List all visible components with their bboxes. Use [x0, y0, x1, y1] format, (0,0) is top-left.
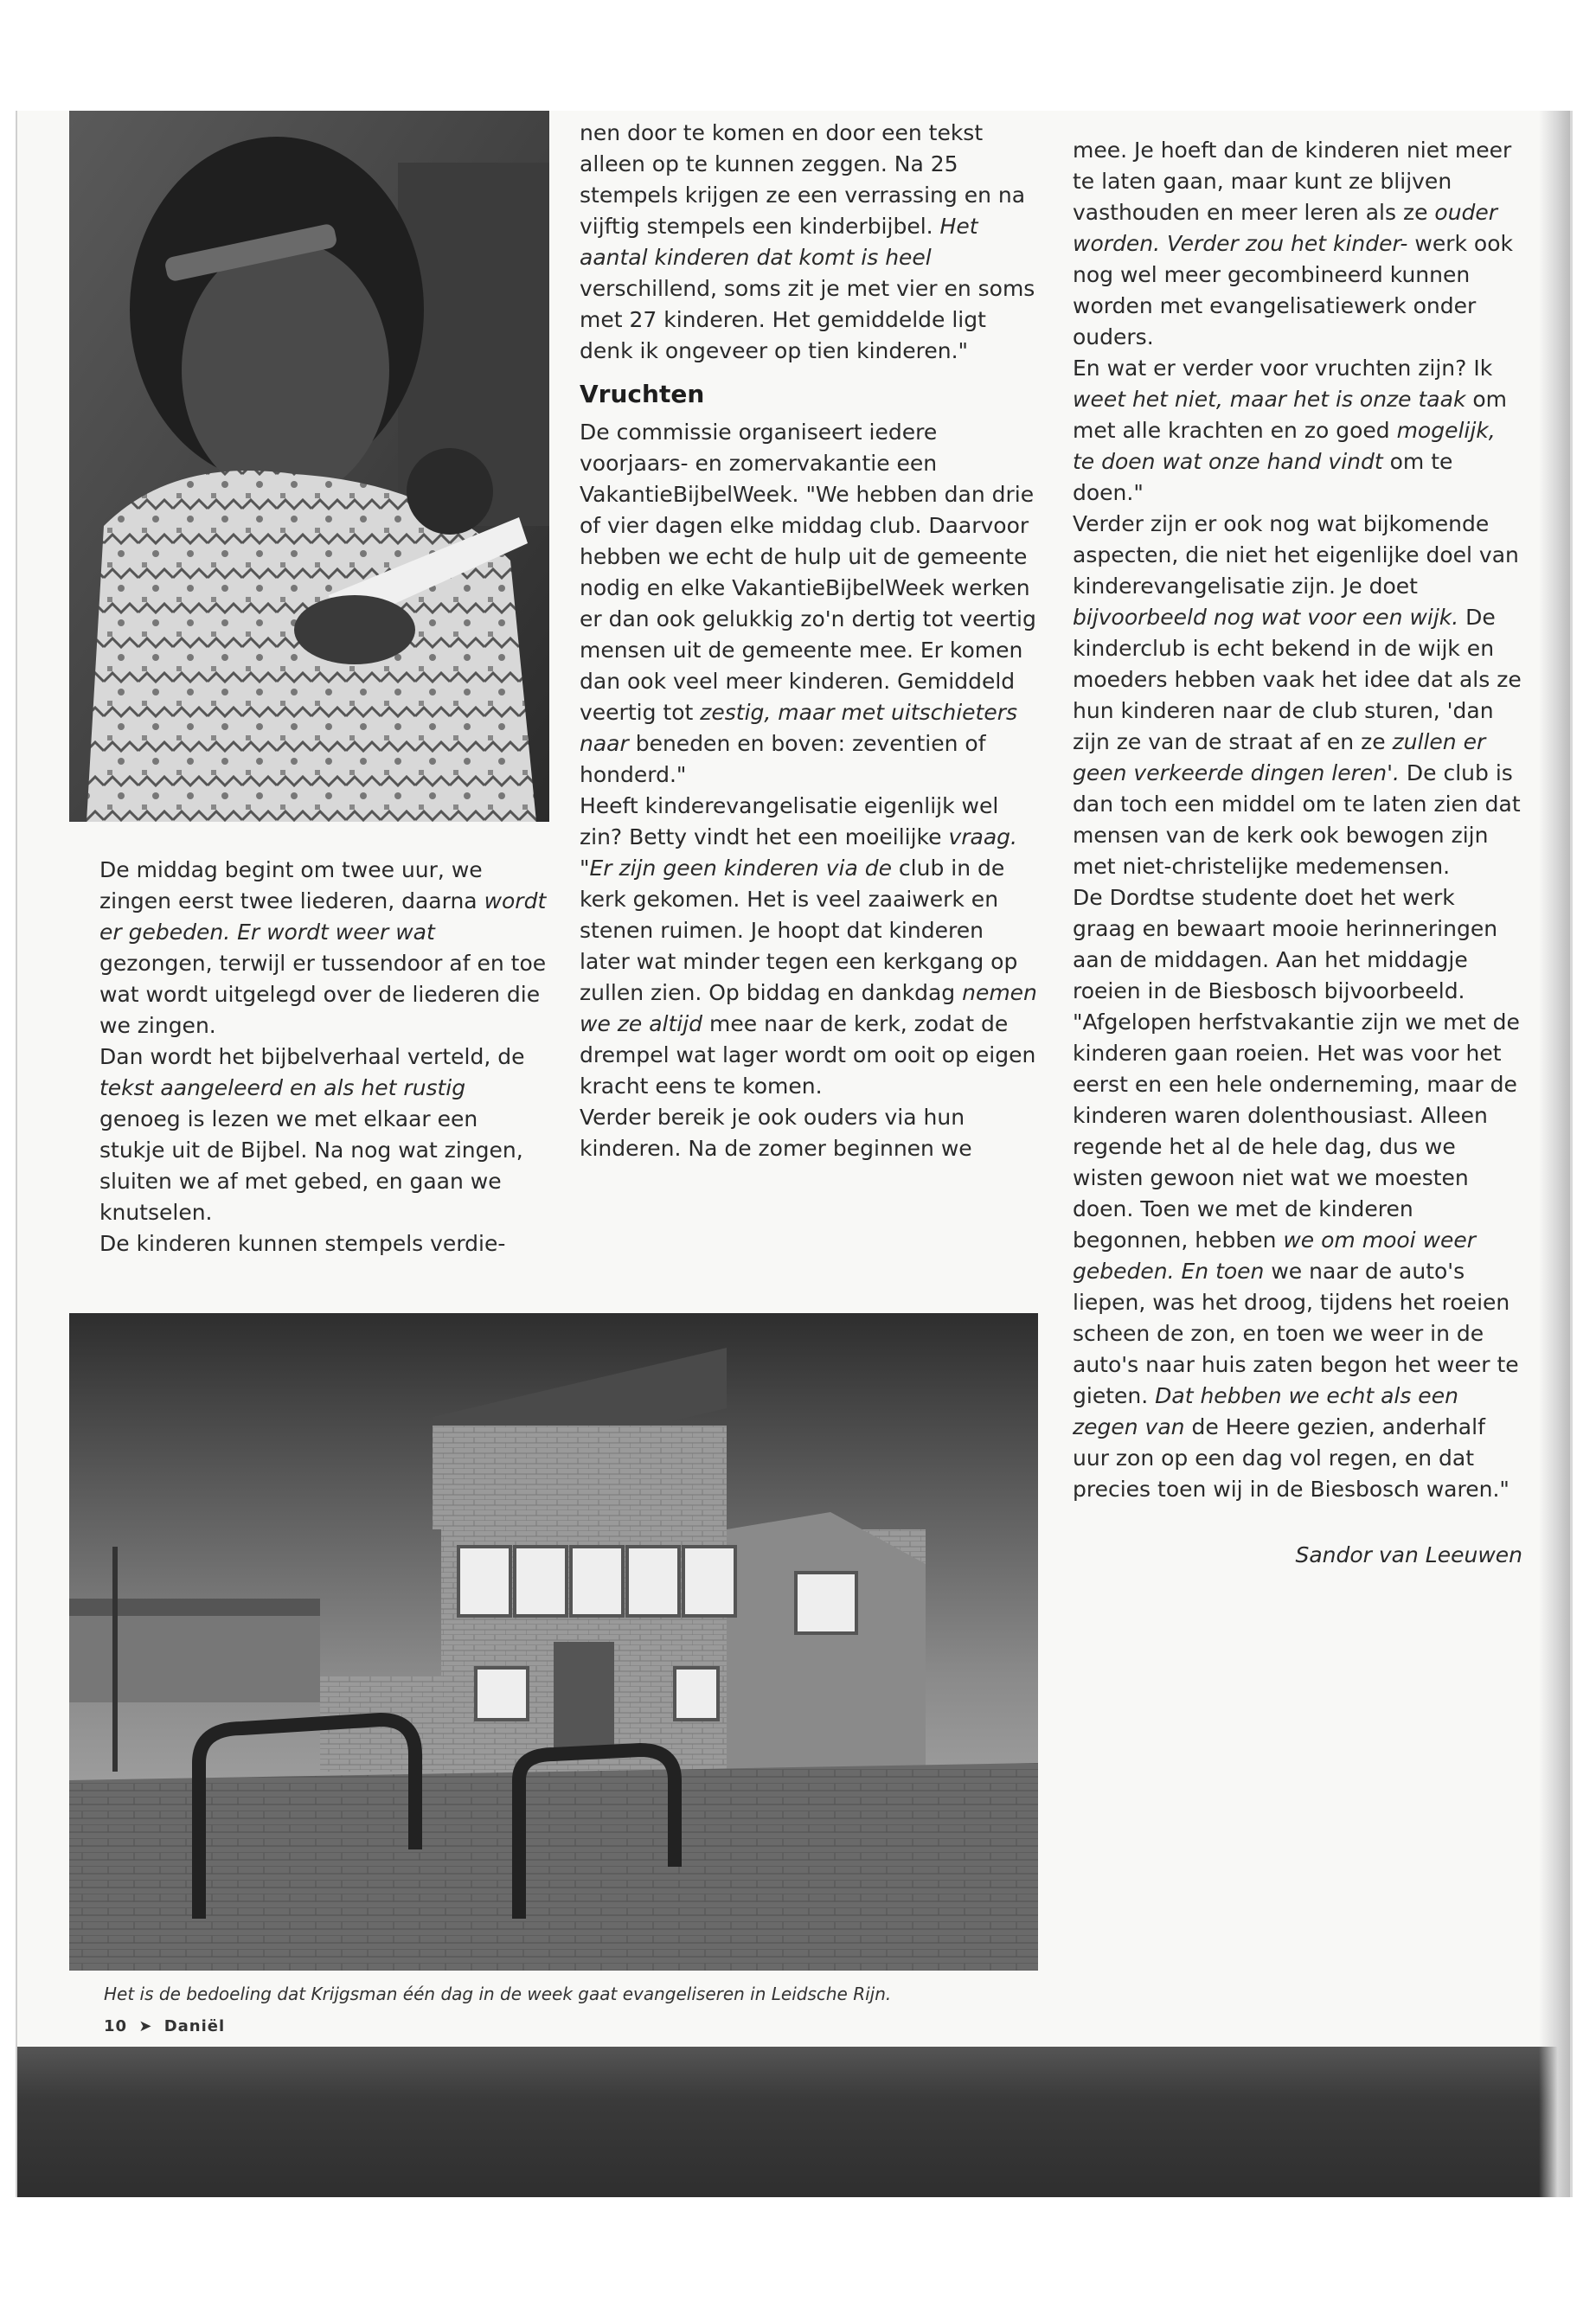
col3-paragraph-4	[1073, 882, 1522, 1505]
col2-p2-text-a: De commissie organiseert iedere voorjaars- en zomervakantie een VakantieBijbelWeek. "We hebben dan drie of vier dagen elke middag club. Daarvoor hebben we echt de hulp uit de gemeente nodig en elke VakantieBijbelWeek werken er dan ook gelukkig zo'n dertig tot veertig mensen uit de gemeente mee. Er komen dan ook veel meer kinderen. Gemiddeld veertig tot	[580, 420, 1036, 725]
col3-p2-emphasis: weet het niet, maar het is onze taak	[1073, 387, 1466, 412]
col2-p3-emphasis: vraag. "Er zijn geen kinderen via de	[580, 824, 1017, 881]
col3-p4-text-b: we naar de auto's liepen, was het droog, tijdens het roeien scheen de zon, en toen we weer in de auto's naar huis zaten begon het weer te gieten.	[1073, 1259, 1519, 1408]
photo-girl-image	[69, 111, 549, 822]
photo-building	[69, 1313, 1038, 1971]
col2-p3-text-b: club in de kerk gekomen. Het is veel zaaiwerk en stenen ruimen. Je hoopt dat kinderen later wat minder tegen een kerkgang op zullen zien. Op biddag en dankdag	[580, 856, 1018, 1005]
col3-p1-text-a: mee. Je hoeft dan de kinderen niet meer te laten gaan, maar kunt ze blijven vasthouden en meer leren als ze	[1073, 138, 1512, 225]
scan-dark-band	[17, 2047, 1570, 2197]
photo-girl-crafting	[69, 111, 549, 822]
page-number: 10	[104, 2017, 128, 2035]
col2-p3-emphasis-2: nemen we ze altijd	[580, 980, 1037, 1036]
column-2	[580, 118, 1038, 1164]
col3-p1-emphasis: ouder worden. Verder zou het kinder-	[1073, 200, 1498, 256]
col3-p3-emphasis: bijvoorbeeld nog wat voor een wijk.	[1073, 605, 1459, 630]
author-byline: Sandor van Leeuwen	[1295, 1542, 1522, 1567]
col3-p4-text-a: De Dordtse studente doet het werk graag en bewaart mooie herinneringen aan de middagen. Aan het middagje roeien in de Biesbosch bijvoorbeeld. "Afgelopen herfstvakantie zijn we met de kinderen gaan roeien. Het was voor het eerst en een hele onderneming, maar de kinderen waren dolenthousiast. Alleen regende het al de hele dag, dus we wisten gewoon niet wat we moesten doen. Toen we met de kinderen begonnen, hebben	[1073, 885, 1520, 1253]
col2-paragraph-2	[580, 417, 1038, 791]
col2-paragraph-1	[580, 118, 1038, 367]
col3-p3-text-a: Verder zijn er ook nog wat bijkomende aspecten, die niet het eigenlijke doel van kinderevangelisatie zijn. Je doet	[1073, 511, 1519, 599]
col1-p2-emphasis: tekst aangeleerd en als het rustig	[99, 1075, 466, 1100]
col2-p3-text-c: mee naar de kerk, zodat de drempel wat lager wordt om ooit op eigen kracht eens te komen.	[580, 1011, 1036, 1099]
col2-p1-text-a: nen door te komen en door een tekst alleen op te kunnen zeggen. Na 25 stempels krijgen ze een verrassing en na vijftig stempels een kinderbijbel.	[580, 120, 1026, 239]
scan-page-edge-shadow	[1539, 111, 1570, 2197]
col2-p1-text-b: verschillend, soms zit je met vier en soms met 27 kinderen. Het gemiddelde ligt denk ik ongeveer op tien kinderen."	[580, 276, 1035, 363]
column-3	[1073, 135, 1522, 1571]
col2-p3-text-a: Heeft kinderevangelisatie eigenlijk wel zin? Betty vindt het een moeilijke	[580, 793, 999, 849]
arrow-right-icon: ➤	[138, 2017, 153, 2035]
col3-p3-emphasis-2: zullen er geen verkeerde dingen leren'.	[1073, 729, 1486, 785]
page-footer	[104, 2017, 225, 2035]
col1-paragraph-1	[99, 855, 549, 1042]
col3-p4-emphasis: we om mooi weer gebeden. En toen	[1073, 1227, 1477, 1284]
col1-p1-text-a: De middag begint om twee uur, we zingen eerst twee liederen, daarna	[99, 857, 484, 913]
col2-p1-emphasis: Het aantal kinderen dat komt is heel	[580, 214, 978, 270]
col3-paragraph-2	[1073, 353, 1522, 509]
col3-p2-emphasis-2: mogelijk, te doen wat onze hand vindt	[1073, 418, 1496, 474]
col1-p1-emphasis: wordt er gebeden. Er wordt weer wat	[99, 888, 547, 945]
col2-paragraph-3	[580, 791, 1038, 1102]
col1-paragraph-3: De kinderen kunnen stempels verdie-	[99, 1231, 506, 1256]
col3-p4-emphasis-2: Dat hebben we echt als een zegen van	[1073, 1383, 1458, 1439]
col2-p2-emphasis: zestig, maar met uitschieters naar	[580, 700, 1018, 756]
col3-p3-text-c: De club is dan toch een middel om te laten zien dat mensen van de kerk ook bewogen zijn met niet-christelijke medemensen.	[1073, 760, 1521, 879]
col3-p2-text-c: om te doen."	[1073, 449, 1453, 505]
col1-p2-text-a: Dan wordt het bijbelverhaal verteld, de	[99, 1044, 525, 1069]
photo-building-image	[69, 1313, 1038, 1971]
col3-p3-text-b: De kinderclub is echt bekend in de wijk en moeders hebben vaak het idee dat als ze hun kinderen naar de club sturen, 'dan zijn ze van de straat af en ze	[1073, 605, 1522, 754]
col3-p2-text-a: En wat er verder voor vruchten zijn? Ik	[1073, 356, 1493, 381]
col3-paragraph-3	[1073, 509, 1522, 882]
magazine-page	[16, 111, 1573, 2197]
section-heading-vruchten: Vruchten	[580, 380, 705, 408]
magazine-name: Daniël	[163, 2017, 226, 2035]
column-1	[99, 855, 549, 1259]
col2-paragraph-4: Verder bereik je ook ouders via hun kinderen. Na de zomer beginnen we	[580, 1105, 972, 1161]
col3-p1-text-b: werk ook nog wel meer gecombineerd kunnen worden met evangelisatiewerk onder ouders.	[1073, 231, 1513, 349]
col1-paragraph-2	[99, 1042, 549, 1228]
col1-p2-text-b: genoeg is lezen we met elkaar een stukje uit de Bijbel. Na nog wat zingen, sluiten we af met gebed, en gaan we knutselen.	[99, 1106, 523, 1225]
photo-caption: Het is de bedoeling dat Krijgsman één dag in de week gaat evangeliseren in Leidsche Rijn.	[104, 1984, 892, 2004]
col3-p2-text-b: om met alle krachten en zo goed	[1073, 387, 1508, 443]
col2-p2-text-b: beneden en boven: zeventien of honderd."	[580, 731, 986, 787]
col3-p4-text-c: de Heere gezien, anderhalf uur zon op een dag vol regen, en dat precies toen wij in de Biesbosch waren."	[1073, 1414, 1509, 1502]
col3-paragraph-1	[1073, 135, 1522, 353]
col1-p1-text-b: gezongen, terwijl er tussendoor af en toe wat wordt uitgelegd over de liederen die we zingen.	[99, 951, 547, 1038]
